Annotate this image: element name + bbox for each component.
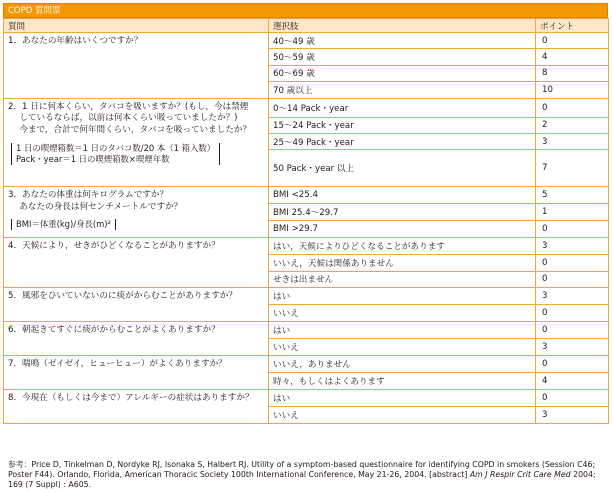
points-cell: 0 bbox=[536, 33, 609, 49]
choice-cell: はい bbox=[269, 390, 536, 407]
choice-cell: せきは出ません bbox=[269, 271, 536, 287]
formula-text: 1 日の喫煙箱数＝1 日のタバコ数/20 本（1 箱入数） bbox=[16, 143, 216, 154]
option-row bbox=[4, 187, 609, 204]
points-cell: 3 bbox=[536, 237, 609, 254]
choice-cell: はい bbox=[269, 322, 536, 339]
option-row bbox=[4, 322, 609, 339]
formula-text: BMI＝体重(kg)/身長(m)² bbox=[16, 219, 111, 230]
points-cell: 3 bbox=[536, 288, 609, 305]
formula-box bbox=[11, 219, 116, 230]
option-row bbox=[4, 288, 609, 305]
reference-note bbox=[8, 460, 608, 490]
header-question: 質問 bbox=[4, 19, 269, 33]
points-cell: 0 bbox=[536, 305, 609, 322]
question-cell bbox=[4, 390, 269, 424]
question-cell bbox=[4, 187, 269, 237]
choice-cell: いいえ bbox=[269, 305, 536, 322]
header-points: ポイント bbox=[536, 19, 609, 33]
choice-cell: 0～14 Pack・year bbox=[269, 98, 536, 117]
reference-journal: Am J Respir Crit Care Med bbox=[469, 470, 571, 479]
question-text: あなたの身長は何センチメートルですか？ bbox=[8, 201, 183, 212]
points-cell: 0 bbox=[536, 390, 609, 407]
choice-cell: いいえ，ありません bbox=[269, 356, 536, 373]
choice-cell: 25～49 Pack・year bbox=[269, 133, 536, 149]
question-text: しているならば，以前は何本くらい吸っていましたか？) bbox=[8, 113, 238, 124]
points-cell: 3 bbox=[536, 339, 609, 356]
question-text: 3．あなたの体重は何キログラムですか？ bbox=[8, 190, 169, 201]
points-cell: 4 bbox=[536, 373, 609, 390]
choice-cell: いいえ bbox=[269, 339, 536, 356]
points-cell: 0 bbox=[536, 356, 609, 373]
choice-cell: はい bbox=[269, 288, 536, 305]
formula-text: Pack・year＝1 日の喫煙箱数×喫煙年数 bbox=[16, 154, 170, 165]
question-text: 2．1 日に何本くらい，タバコを吸いますか？(もし，今は禁煙 bbox=[8, 101, 249, 112]
choice-cell: いいえ，天候は関係ありません bbox=[269, 254, 536, 271]
question-cell bbox=[4, 98, 269, 187]
points-cell: 3 bbox=[536, 133, 609, 149]
choice-cell: BMI <25.4 bbox=[269, 187, 536, 204]
question-text: 6．朝起きてすぐに痰がからむことがよくありますか？ bbox=[8, 325, 220, 336]
choice-cell: 50～59 歳 bbox=[269, 49, 536, 65]
choice-cell: いいえ bbox=[269, 407, 536, 424]
choice-cell: BMI 25.4～29.7 bbox=[269, 204, 536, 221]
points-cell: 5 bbox=[536, 187, 609, 204]
reference-citation: 2004; 169 (7 Suppl) : A605. bbox=[8, 470, 596, 489]
points-cell: 7 bbox=[536, 150, 609, 187]
option-row bbox=[4, 356, 609, 373]
question-text: 8．今現在（もしくは今まで）アレルギーの症状はありますか？ bbox=[8, 393, 254, 404]
choice-cell: 60～69 歳 bbox=[269, 65, 536, 81]
points-cell: 0 bbox=[536, 271, 609, 287]
option-row bbox=[4, 390, 609, 407]
points-cell: 1 bbox=[536, 204, 609, 221]
question-text: 7．喘鳴（ゼイゼイ，ヒューヒュー）がよくありますか？ bbox=[8, 359, 227, 370]
points-cell: 0 bbox=[536, 322, 609, 339]
question-cell bbox=[4, 356, 269, 390]
points-cell: 10 bbox=[536, 82, 609, 98]
reference-text: 参考：Price D, Tinkelman D, Nordyke RJ, Isonaka S, Halbert RJ. Utility of a symptom-based questionnaire for identifying COPD in smokers (Session C46; Poster F44). Orlando, Florida, American Thoracic Society 100th International Conference, May 21-26, 2004. [abstract] bbox=[8, 460, 596, 479]
points-cell: 2 bbox=[536, 117, 609, 133]
question-cell bbox=[4, 237, 269, 287]
option-row bbox=[4, 33, 609, 49]
choice-cell: 50 Pack・year 以上 bbox=[269, 150, 536, 187]
formula-box bbox=[11, 143, 220, 165]
points-cell: 8 bbox=[536, 65, 609, 81]
option-row bbox=[4, 237, 609, 254]
header-row bbox=[4, 19, 609, 33]
questionnaire-table bbox=[3, 18, 609, 424]
question-text: 5．風邪をひいていないのに痰がからむことがありますか？ bbox=[8, 291, 237, 302]
header-choice: 選択肢 bbox=[269, 19, 536, 33]
points-cell: 0 bbox=[536, 254, 609, 271]
choice-cell: 70 歳以上 bbox=[269, 82, 536, 98]
question-cell bbox=[4, 33, 269, 99]
choice-cell: BMI >29.7 bbox=[269, 221, 536, 237]
choice-cell: はい，天候によりひどくなることがあります bbox=[269, 237, 536, 254]
points-cell: 4 bbox=[536, 49, 609, 65]
copd-questionnaire bbox=[3, 3, 608, 489]
option-row bbox=[4, 98, 609, 117]
choice-cell: 時々，もしくはよくあります bbox=[269, 373, 536, 390]
question-cell bbox=[4, 322, 269, 356]
question-text: 今まで，合計で何年間くらい，タバコを吸っていましたか？ bbox=[8, 124, 252, 135]
choice-cell: 15～24 Pack・year bbox=[269, 117, 536, 133]
question-text: 1．あなたの年齢はいくつですか？ bbox=[8, 36, 143, 46]
questionnaire-title: COPD 質問票 bbox=[3, 3, 608, 18]
choice-cell: 40～49 歳 bbox=[269, 33, 536, 49]
points-cell: 3 bbox=[536, 407, 609, 424]
question-text: 4．天候により，せきがひどくなることがありますか？ bbox=[8, 240, 220, 251]
points-cell: 0 bbox=[536, 221, 609, 237]
points-cell: 0 bbox=[536, 98, 609, 117]
question-cell bbox=[4, 288, 269, 322]
